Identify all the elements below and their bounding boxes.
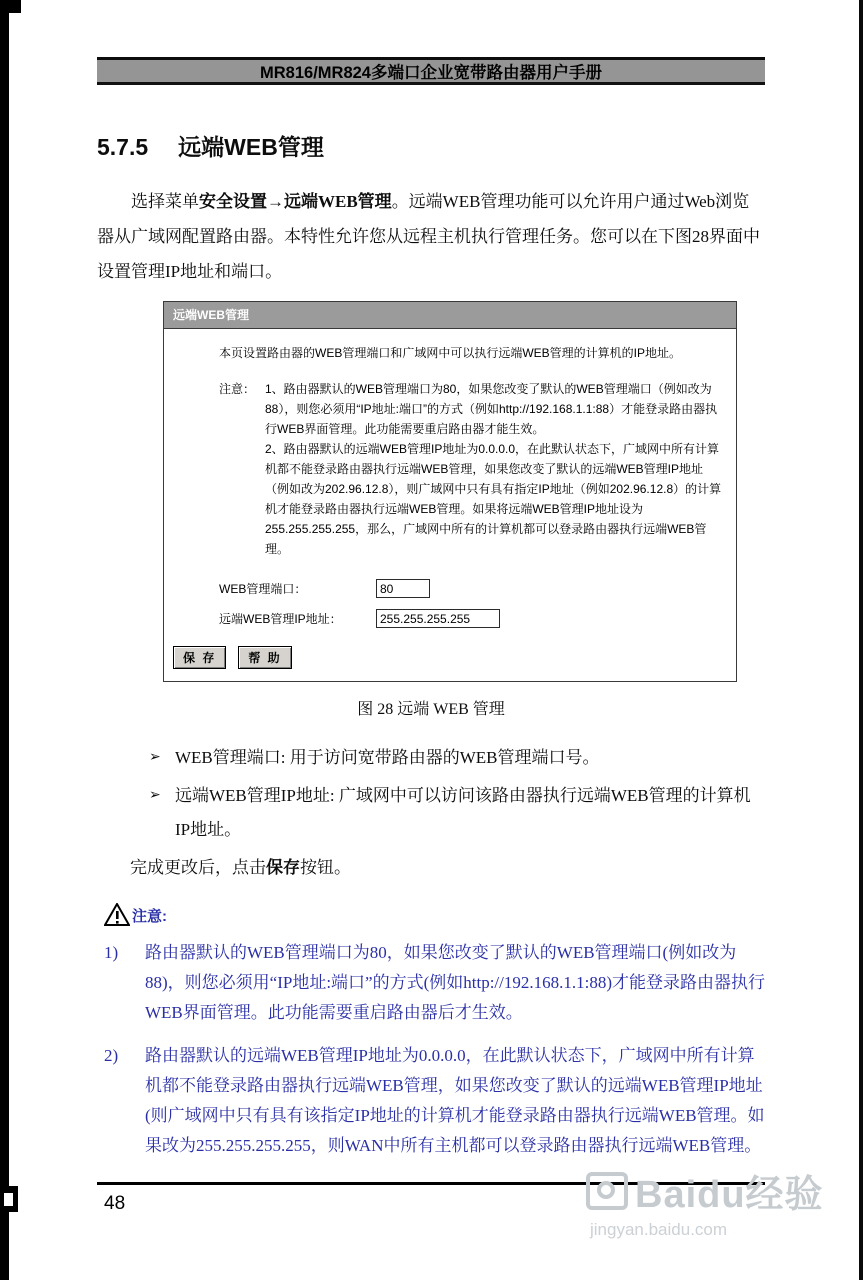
web-port-label: WEB管理端口： — [219, 582, 307, 596]
section-title: 远端WEB管理 — [178, 134, 324, 160]
bullet-item-remote-ip — [149, 779, 765, 847]
camera-logo-icon — [586, 1172, 628, 1210]
save-instruction — [130, 851, 765, 885]
notice-text: 路由器默认的远端WEB管理IP地址为0.0.0.0，在此默认状态下，广域网中所有计算机都不能登录路由器执行远端WEB管理，如果您改变了默认的远端WEB管理IP地址(则广域网中只有具有该指定IP地址的计算机才能登录路由器执行远端WEB管理。如果改为255.255.255.255，则WAN中所有主机都可以登录路由器执行远端WEB管理。 — [145, 1046, 765, 1155]
page-number: 48 — [104, 1193, 126, 1214]
scan-corner-mark-inner — [4, 1193, 13, 1206]
warning-triangle-icon — [104, 903, 130, 926]
watermark-brand: Baidu经验 — [635, 1174, 824, 1216]
web-port-input[interactable] — [376, 579, 430, 598]
save-instruction-bold: 保存 — [266, 858, 300, 877]
save-instruction-lead: 完成更改后，点击 — [130, 858, 266, 877]
scan-corner-mark-top-left — [0, 0, 21, 13]
remote-ip-input[interactable] — [376, 609, 500, 628]
notice-label: 注意: — [132, 908, 167, 925]
save-instruction-rest: 按钮。 — [300, 858, 351, 877]
dialog-title: 远端WEB管理 — [173, 308, 249, 322]
dialog-titlebar — [164, 302, 736, 329]
bullet-text: 远端WEB管理IP地址: 广域网中可以访问该路由器执行远端WEB管理的计算机IP地址。 — [175, 786, 751, 839]
section-heading — [97, 129, 765, 162]
scan-edge-left — [0, 0, 9, 1280]
help-button[interactable]: 帮 助 — [238, 646, 291, 669]
dialog-button-row — [173, 646, 724, 669]
dialog-note-1: 1、路由器默认的WEB管理端口为80，如果您改变了默认的WEB管理端口（例如改为88），则您必须用“IP地址:端口”的方式（例如http://192.168.1.1:88）才能登录路由器执行WEB界面管理。此功能需要重启路由器才能生效。 — [265, 382, 718, 436]
intro-lead: 选择菜单 — [131, 192, 199, 211]
notice-item-1 — [104, 938, 765, 1028]
intro-rest: 。远端WEB管理功能可以允许用户通过Web浏览器从广域网配置路由器。本特性允许您从远程主机执行管理任务。您可以在下图28界面中设置管理IP地址和端口。 — [97, 192, 760, 281]
notice-list — [97, 938, 765, 1161]
notice-item-2 — [104, 1041, 765, 1161]
remote-ip-field-row — [219, 609, 724, 628]
dialog-body — [164, 329, 736, 681]
arrowhead-bullet-icon: ➢ — [149, 750, 161, 765]
manual-title: MR816/MR824多端口企业宽带路由器用户手册 — [260, 64, 602, 82]
scan-corner-mark-bottom-left — [0, 1186, 18, 1212]
notice-number: 1) — [104, 943, 119, 962]
notice-text: 路由器默认的WEB管理端口为80，如果您改变了默认的WEB管理端口(例如改为88)，则您必须用“IP地址:端口”的方式(例如http://192.168.1.1:88)才能登录路由器执行WEB界面管理。此功能需要重启路由器后才生效。 — [145, 943, 766, 1022]
baidu-jingyan-watermark — [586, 1163, 824, 1240]
bullet-list — [149, 741, 765, 847]
page-header-bar — [97, 57, 765, 85]
dialog-note-label: 注意： — [219, 382, 256, 396]
dialog-note-block — [219, 379, 724, 559]
notice-number: 2) — [104, 1046, 119, 1065]
section-number: 5.7.5 — [97, 134, 149, 160]
remote-ip-label: 远端WEB管理IP地址： — [219, 612, 342, 626]
intro-menu-path: 安全设置→远端WEB管理 — [199, 192, 392, 211]
save-button[interactable]: 保 存 — [173, 646, 226, 669]
watermark-url: jingyan.baidu.com — [590, 1220, 728, 1239]
intro-paragraph — [97, 184, 765, 289]
watermark-row — [586, 1163, 824, 1218]
web-port-field-row — [219, 579, 724, 598]
figure-caption: 图 28 远端 WEB 管理 — [357, 701, 505, 718]
notice-header — [104, 903, 765, 926]
scan-edge-right — [859, 0, 863, 1280]
dialog-note-2: 2、路由器默认的远端WEB管理IP地址为0.0.0.0，在此默认状态下，广域网中所有计算机都不能登录路由器执行远端WEB管理，如果您改变了默认的远端WEB管理IP地址（例如改为202.96.12.8），则广域网中只有具有指定IP地址（例如202.96.12.8）的计算机才能登录路由器执行远端WEB管理。如果将远端WEB管理IP地址设为255.255.255.255，那么，广域网中所有的计算机都可以登录路由器执行远端WEB管理。 — [265, 442, 722, 556]
router-ui-screenshot — [163, 301, 737, 682]
bullet-text: WEB管理端口: 用于访问宽带路由器的WEB管理端口号。 — [175, 748, 600, 767]
bullet-item-web-port — [149, 741, 765, 775]
page-content — [97, 0, 765, 1174]
dialog-intro-text: 本页设置路由器的WEB管理端口和广域网中可以执行远端WEB管理的计算机的IP地址。 — [219, 346, 682, 360]
dialog-note-list — [265, 379, 722, 559]
arrowhead-bullet-icon: ➢ — [149, 788, 161, 803]
